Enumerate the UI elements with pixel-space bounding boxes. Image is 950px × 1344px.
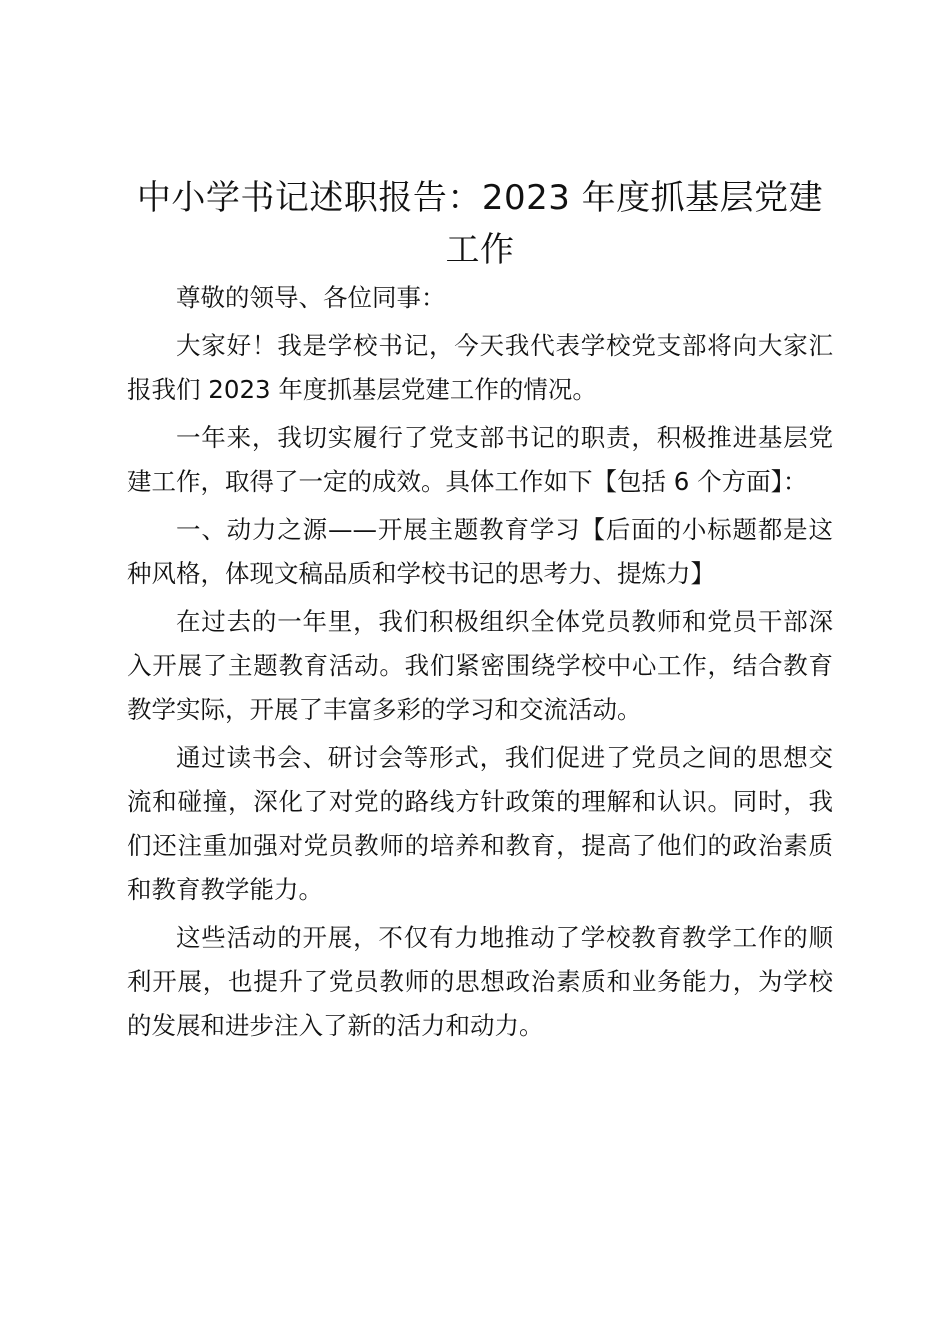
salutation-paragraph: 尊敬的领导、各位同事：	[176, 283, 446, 312]
body-paragraph: 这些活动的开展，不仅有力地推动了学校教育教学工作的顺利开展，也提升了党员教师的思想政治素质和业务能力，为学校的发展和进步注入了新的活力和动力。	[127, 923, 833, 1040]
greeting-paragraph: 大家好！我是学校书记，今天我代表学校党支部将向大家汇报我们 2023 年度抓基层党建工作的情况。	[127, 331, 833, 404]
section-heading-paragraph: 一、动力之源——开展主题教育学习【后面的小标题都是这种风格，体现文稿品质和学校书记的思考力、提炼力】	[127, 515, 833, 588]
body-paragraph: 通过读书会、研讨会等形式，我们促进了党员之间的思想交流和碰撞，深化了对党的路线方针政策的理解和认识。同时，我们还注重加强对党员教师的培养和教育，提高了他们的政治素质和教育教学能力。	[127, 743, 833, 904]
overview-paragraph: 一年来，我切实履行了党支部书记的职责，积极推进基层党建工作，取得了一定的成效。具体工作如下【包括 6 个方面】：	[127, 423, 833, 496]
document-body	[127, 276, 833, 1048]
document-title: 中小学书记述职报告：2023 年度抓基层党建工作	[136, 178, 824, 270]
body-paragraph: 在过去的一年里，我们积极组织全体党员教师和党员干部深入开展了主题教育活动。我们紧密围绕学校中心工作，结合教育教学实际，开展了丰富多彩的学习和交流活动。	[127, 607, 833, 724]
